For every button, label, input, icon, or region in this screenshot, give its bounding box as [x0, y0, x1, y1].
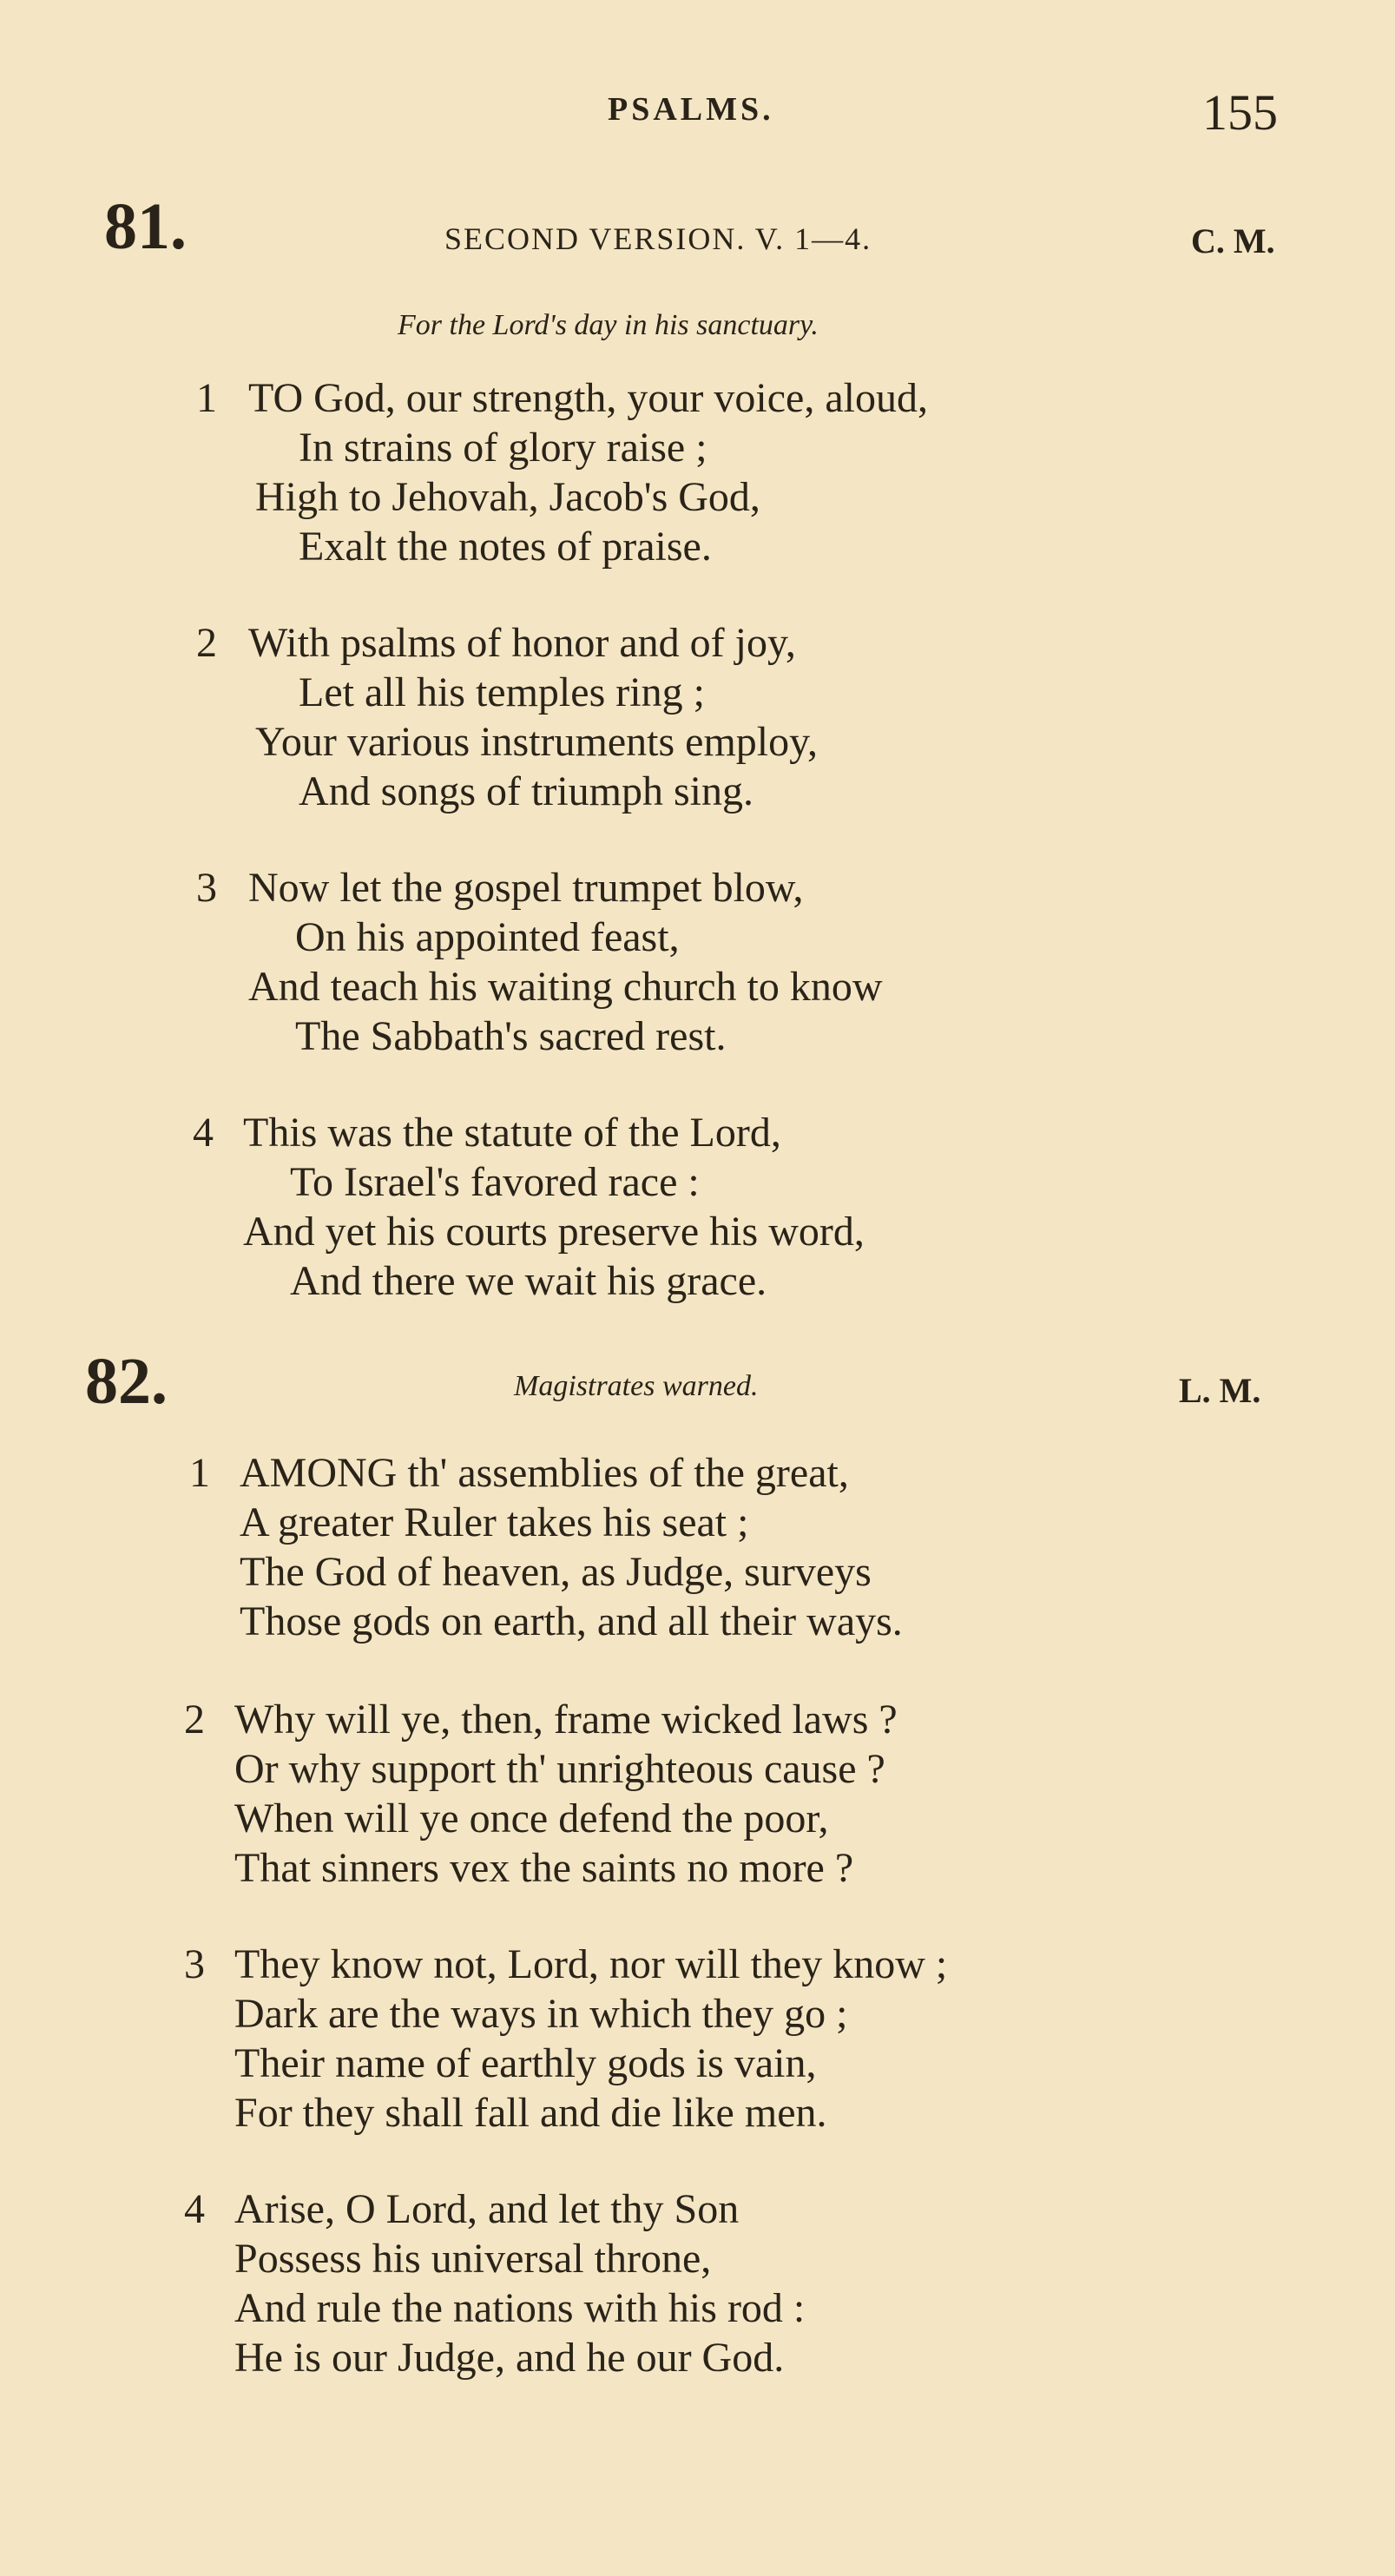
page-number: 155 [1202, 84, 1278, 141]
verse-line: TO God, our strength, your voice, aloud, [248, 375, 928, 421]
psalm-81-stanza-2 [196, 618, 818, 816]
verse-line: Let all his temples ring ; [299, 669, 705, 715]
verse-line: Exalt the notes of praise. [299, 524, 712, 570]
psalm-81-stanza-3 [196, 863, 883, 1061]
verse-line: And yet his courts preserve his word, [243, 1209, 865, 1255]
verse-line: Your various instruments employ, [255, 719, 818, 765]
verse-line: Now let the gospel trumpet blow, [248, 865, 804, 911]
psalm-81-version: SECOND VERSION. V. 1—4. [444, 221, 872, 256]
stanza-number: 2 [196, 620, 217, 666]
verse-line: This was the statute of the Lord, [243, 1110, 781, 1156]
verse-line: Their name of earthly gods is vain, [234, 2040, 817, 2086]
verse-line: In strains of glory raise ; [299, 425, 707, 471]
verse-line: And rule the nations with his rod : [234, 2285, 806, 2331]
verse-line: Or why support th' unrighteous cause ? [234, 1746, 885, 1792]
verse-line: To Israel's favored race : [290, 1159, 700, 1205]
stanza-number: 1 [196, 375, 217, 421]
verse-line: For they shall fall and die like men. [234, 2090, 827, 2136]
verse-line: Possess his universal throne, [234, 2236, 712, 2282]
verse-line: And teach his waiting church to know [248, 964, 883, 1010]
verse-line: That sinners vex the saints no more ? [234, 1845, 854, 1891]
verse-line: Those gods on earth, and all their ways. [240, 1598, 903, 1644]
psalm-82-number: 82. [85, 1345, 168, 1418]
psalm-82-meter: L. M. [1179, 1371, 1261, 1410]
psalm-81-meter: C. M. [1191, 221, 1275, 260]
stanza-number: 3 [196, 865, 217, 911]
psalm-81-subtitle: For the Lord's day in his sanctuary. [398, 309, 819, 341]
running-title: PSALMS. [608, 91, 774, 128]
stanza-number: 2 [184, 1696, 205, 1743]
verse-line: With psalms of honor and of joy, [248, 620, 796, 666]
verse-line: The God of heaven, as Judge, surveys [240, 1549, 872, 1595]
psalm-82-stanza-4 [184, 2184, 805, 2382]
psalm-82-stanza-1 [189, 1448, 903, 1646]
verse-line: And there we wait his grace. [290, 1258, 767, 1304]
verse-line: Dark are the ways in which they go ; [234, 1991, 848, 2037]
verse-line: They know not, Lord, nor will they know ; [234, 1941, 948, 1987]
verse-line: When will ye once defend the poor, [234, 1795, 829, 1841]
psalm-81-number: 81. [104, 190, 187, 263]
psalm-82-stanza-2 [184, 1695, 898, 1893]
verse-line: A greater Ruler takes his seat ; [240, 1499, 749, 1545]
verse-line: High to Jehovah, Jacob's God, [255, 474, 760, 520]
verse-line: Why will ye, then, frame wicked laws ? [234, 1696, 898, 1743]
verse-line: On his appointed feast, [295, 914, 680, 960]
psalm-82-stanza-3 [184, 1940, 947, 2138]
verse-line: The Sabbath's sacred rest. [295, 1013, 727, 1059]
stanza-number: 3 [184, 1941, 205, 1987]
verse-line: Arise, O Lord, and let thy Son [234, 2186, 740, 2232]
stanza-number: 4 [193, 1110, 214, 1156]
verse-line: And songs of triumph sing. [299, 768, 754, 814]
stanza-number: 4 [184, 2186, 205, 2232]
psalm-81-stanza-4 [193, 1108, 865, 1306]
stanza-number: 1 [189, 1450, 210, 1496]
psalm-81-stanza-1 [196, 373, 928, 571]
psalm-82-subtitle: Magistrates warned. [514, 1370, 759, 1402]
verse-line: He is our Judge, and he our God. [234, 2335, 785, 2381]
verse-line: AMONG th' assemblies of the great, [240, 1450, 849, 1496]
